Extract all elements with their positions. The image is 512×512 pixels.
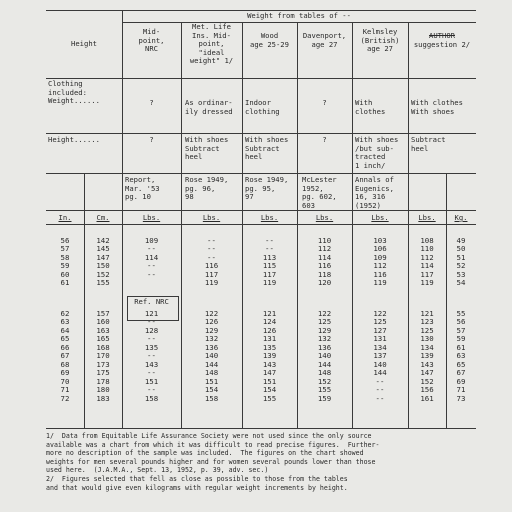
cell-metlife: 129 xyxy=(204,325,219,335)
cell-kelmsley: 109 xyxy=(373,252,387,262)
cell-davenport: 112 xyxy=(317,244,332,254)
cell-kg: 59 xyxy=(456,334,466,344)
cell-suggestion: 156 xyxy=(420,385,434,395)
cell-in: 68 xyxy=(60,359,70,369)
unit-lbs-suggestion: Lbs. xyxy=(418,213,436,222)
height-metlife: With shoes Subtract heel xyxy=(185,135,229,162)
cell-kelmsley: -- xyxy=(375,393,385,403)
title-underline xyxy=(122,22,476,23)
cell-davenport: 110 xyxy=(317,236,332,245)
height-nrc: ? xyxy=(149,135,154,144)
cell-kelmsley: 103 xyxy=(373,236,387,245)
cell-nrc: 143 xyxy=(144,359,159,369)
cell-kelmsley: 116 xyxy=(373,269,387,279)
cell-cm: 152 xyxy=(96,269,110,279)
cell-kg: 53 xyxy=(456,269,466,279)
cell-in: 64 xyxy=(60,325,70,335)
clothing-wood: Indoor clothing xyxy=(245,98,280,116)
cell-cm: 173 xyxy=(96,359,110,369)
cell-davenport: 122 xyxy=(317,309,332,318)
wood-header: Wood age 25-29 xyxy=(250,31,289,49)
cell-suggestion: 121 xyxy=(420,309,434,318)
cell-metlife: 126 xyxy=(204,317,219,327)
height-wood: With shoes Subtract heel xyxy=(245,135,289,162)
kelmsley-header: Kelmsley (British) age 27 xyxy=(360,27,400,54)
cell-suggestion: 123 xyxy=(420,317,434,327)
cell-metlife: 116 xyxy=(204,261,219,271)
cell-kg: 51 xyxy=(456,252,466,262)
cell-davenport: 152 xyxy=(317,376,332,386)
header-rule xyxy=(46,78,476,79)
cell-suggestion: 147 xyxy=(420,368,434,378)
cell-metlife: 158 xyxy=(204,393,219,403)
cell-nrc: 158 xyxy=(144,393,159,403)
cell-kelmsley: -- xyxy=(375,385,385,395)
cell-wood: 131 xyxy=(262,334,277,344)
cell-kelmsley: 127 xyxy=(373,325,387,335)
cell-kg: 61 xyxy=(456,342,466,352)
cell-nrc: -- xyxy=(147,261,156,271)
cell-kelmsley: 119 xyxy=(373,278,387,288)
cell-nrc: -- xyxy=(147,244,156,254)
cell-metlife: 136 xyxy=(204,342,219,352)
davenport-header: Davenport, age 27 xyxy=(302,31,347,49)
author-struck-header: AUTHOR xyxy=(429,31,455,40)
cell-cm: 155 xyxy=(96,278,110,288)
cell-davenport: 129 xyxy=(317,325,332,335)
unit-lbs-nrc: Lbs. xyxy=(142,213,161,222)
cell-nrc: 135 xyxy=(144,342,159,352)
height-davenport: ? xyxy=(322,135,327,144)
clothing-metlife: As ordinar- ily dressed xyxy=(185,98,233,116)
cell-wood: 124 xyxy=(262,317,277,327)
cell-wood: 143 xyxy=(262,359,277,369)
cell-wood: 117 xyxy=(262,269,277,279)
clothing-suggestion: With clothes With shoes xyxy=(411,98,463,116)
cell-metlife: -- xyxy=(207,244,216,254)
cell-wood: 139 xyxy=(262,351,277,361)
cell-suggestion: 143 xyxy=(420,359,434,369)
cell-nrc: -- xyxy=(147,385,156,395)
cell-cm: 145 xyxy=(96,244,110,254)
cell-kelmsley: 106 xyxy=(373,244,387,254)
cell-nrc: -- xyxy=(147,317,156,327)
cell-kg: 67 xyxy=(456,368,466,378)
cell-in: 72 xyxy=(60,393,70,403)
unit-lbs-davenport: Lbs. xyxy=(315,213,334,222)
cell-wood: 151 xyxy=(262,376,277,386)
cell-in: 58 xyxy=(60,252,70,262)
cell-metlife: 148 xyxy=(204,368,219,378)
cell-kelmsley: 137 xyxy=(373,351,387,361)
cell-in: 71 xyxy=(60,385,70,395)
cell-wood: 147 xyxy=(262,368,277,378)
cell-in: 67 xyxy=(60,351,70,361)
cell-wood: 154 xyxy=(262,385,277,395)
source-kelmsley: Annals of Eugenics, 16, 316 (1952) xyxy=(355,175,394,210)
cell-cm: 170 xyxy=(96,351,110,361)
cell-kelmsley: -- xyxy=(375,376,385,386)
cell-in: 69 xyxy=(60,368,70,378)
cell-suggestion: 119 xyxy=(420,278,434,288)
footnote-line: used here. (J.A.M.A., Sept. 13, 1952, p. 39, adv. sec.) xyxy=(46,466,269,475)
cell-cm: 180 xyxy=(96,385,110,395)
cell-cm: 175 xyxy=(96,368,110,378)
cell-cm: 163 xyxy=(96,325,110,335)
height-rule xyxy=(46,173,476,174)
cell-davenport: 159 xyxy=(317,393,332,403)
table-title: Weight from tables of -- xyxy=(247,11,351,20)
cell-kelmsley: 140 xyxy=(373,359,387,369)
footnote-line: weights for men several pounds higher and for women several pounds lower than those xyxy=(46,457,376,466)
cell-nrc: 121 xyxy=(144,309,159,318)
clothing-nrc: ? xyxy=(149,98,154,107)
cell-davenport: 144 xyxy=(317,359,332,369)
units-rule xyxy=(46,224,476,225)
clothing-kelmsley: With clothes xyxy=(355,98,386,116)
cell-davenport: 136 xyxy=(317,342,332,352)
cell-kelmsley: 122 xyxy=(373,309,387,318)
cell-kelmsley: 131 xyxy=(373,334,387,344)
unit-kg: Kg. xyxy=(454,213,468,222)
footnote-line: and that would give even kilograms with regular weight increments by height. xyxy=(46,483,348,492)
cell-metlife: 151 xyxy=(204,376,219,386)
cell-in: 70 xyxy=(60,376,70,386)
height-label: Height...... xyxy=(48,135,100,144)
cell-suggestion: 130 xyxy=(420,334,434,344)
footnote-line: 1/ Data from Equitable Life Assurance Society were not used since the only source xyxy=(46,432,372,440)
cell-in: 65 xyxy=(60,334,70,344)
cell-cm: 160 xyxy=(96,317,110,327)
clothing-label: Clothing included: Weight...... xyxy=(48,79,100,106)
cell-metlife: -- xyxy=(207,236,216,245)
cell-nrc: 128 xyxy=(144,325,159,335)
source-metlife: Rose 1949, pg. 96, 98 xyxy=(185,175,229,202)
source-nrc: Report, Mar. '53 pg. 10 xyxy=(125,175,160,202)
ref-nrc-label: Ref. NRC xyxy=(134,297,169,306)
source-wood: Rose 1949, pg. 95, 97 xyxy=(245,175,289,202)
cell-wood: 155 xyxy=(262,393,277,403)
cell-in: 63 xyxy=(60,317,70,327)
cell-in: 60 xyxy=(60,269,70,279)
cell-kg: 71 xyxy=(456,385,466,395)
cell-in: 61 xyxy=(60,278,70,288)
cell-davenport: 118 xyxy=(317,269,332,279)
cell-kg: 52 xyxy=(456,261,466,271)
cell-davenport: 125 xyxy=(317,317,332,327)
cell-suggestion: 152 xyxy=(420,376,434,386)
cell-davenport: 132 xyxy=(317,334,332,344)
cell-kg: 73 xyxy=(456,393,466,403)
clothing-rule xyxy=(46,133,476,134)
cell-in: 56 xyxy=(60,236,70,245)
cell-kg: 54 xyxy=(456,278,466,288)
cell-kg: 63 xyxy=(456,351,466,361)
cell-wood: 135 xyxy=(262,342,277,352)
cell-wood: 119 xyxy=(262,278,277,288)
cell-nrc: 109 xyxy=(144,236,159,245)
bottom-rule xyxy=(46,428,476,429)
cell-suggestion: 112 xyxy=(420,252,434,262)
cell-wood: 115 xyxy=(262,261,277,271)
cell-cm: 150 xyxy=(96,261,110,271)
cell-cm: 168 xyxy=(96,342,110,352)
cell-wood: 113 xyxy=(262,252,277,262)
cell-metlife: 154 xyxy=(204,385,219,395)
cell-kg: 56 xyxy=(456,317,466,327)
cell-metlife: 119 xyxy=(204,278,219,288)
unit-lbs-wood: Lbs. xyxy=(260,213,279,222)
height-kelmsley: With shoes /but sub- tracted 1 inch/ xyxy=(355,135,399,170)
cell-nrc: 114 xyxy=(144,252,159,262)
cell-kg: 65 xyxy=(456,359,466,369)
cell-kelmsley: 144 xyxy=(373,368,387,378)
source-davenport: McLester 1952, pg. 602, 603 xyxy=(302,175,337,210)
midpoint-nrc-header: Mid- point, NRC xyxy=(138,27,165,54)
cell-nrc: -- xyxy=(147,351,156,361)
cell-kelmsley: 134 xyxy=(373,342,387,352)
cell-davenport: 155 xyxy=(317,385,332,395)
footnote-line: 2/ Figures selected that fell as close as possible to those from the tables xyxy=(46,475,348,483)
cell-suggestion: 114 xyxy=(420,261,434,271)
cell-cm: 178 xyxy=(96,376,110,386)
cell-cm: 183 xyxy=(96,393,110,403)
cell-metlife: 140 xyxy=(204,351,219,361)
cell-in: 57 xyxy=(60,244,70,254)
cell-kg: 57 xyxy=(456,325,466,335)
cell-suggestion: 125 xyxy=(420,325,434,335)
cell-suggestion: 161 xyxy=(420,393,434,403)
cell-metlife: 117 xyxy=(204,269,219,279)
cell-metlife: 122 xyxy=(204,309,219,318)
metlife-header: Met. Life Ins. Mid- point, "ideal weight" 1/ xyxy=(189,22,234,66)
cell-in: 62 xyxy=(60,309,70,318)
source-rule xyxy=(46,210,476,211)
cell-metlife: 144 xyxy=(204,359,219,369)
cell-wood: 121 xyxy=(262,309,277,318)
weight-table-document xyxy=(46,10,476,500)
cell-kelmsley: 112 xyxy=(373,261,387,271)
unit-lbs-kelmsley: Lbs. xyxy=(371,213,389,222)
cell-davenport: 120 xyxy=(317,278,332,288)
cell-kg: 55 xyxy=(456,309,466,318)
cell-metlife: 132 xyxy=(204,334,219,344)
cell-kg: 69 xyxy=(456,376,466,386)
cell-wood: 126 xyxy=(262,325,277,335)
cell-suggestion: 108 xyxy=(420,236,434,245)
cell-nrc: 151 xyxy=(144,376,159,386)
cell-suggestion: 139 xyxy=(420,351,434,361)
cell-in: 59 xyxy=(60,261,70,271)
cell-kelmsley: 125 xyxy=(373,317,387,327)
cell-nrc: -- xyxy=(147,269,156,279)
footnote-line: available was a chart from which it was difficult to read precise figures. Further- xyxy=(46,440,380,449)
unit-lbs-metlife: Lbs. xyxy=(202,213,221,222)
height-suggestion: Subtract heel xyxy=(411,135,446,153)
clothing-davenport: ? xyxy=(322,98,327,107)
cell-nrc: -- xyxy=(147,334,156,344)
cell-kg: 49 xyxy=(456,236,466,245)
cell-kg: 50 xyxy=(456,244,466,254)
footnote-line: more no description of the sample was included. The figures on the chart showed xyxy=(46,449,364,458)
cell-cm: 165 xyxy=(96,334,110,344)
suggestion-header: suggestion 2/ xyxy=(413,40,471,49)
cell-cm: 142 xyxy=(96,236,110,245)
cell-cm: 147 xyxy=(96,252,110,262)
cell-davenport: 116 xyxy=(317,261,332,271)
cell-wood: -- xyxy=(265,236,274,245)
cell-davenport: 140 xyxy=(317,351,332,361)
cell-nrc: -- xyxy=(147,368,156,378)
cell-cm: 157 xyxy=(96,309,110,318)
height-header: Height xyxy=(71,39,97,48)
cell-suggestion: 110 xyxy=(420,244,434,254)
cell-davenport: 114 xyxy=(317,252,332,262)
cell-suggestion: 134 xyxy=(420,342,434,352)
cell-metlife: -- xyxy=(207,252,216,262)
unit-cm: Cm. xyxy=(96,213,110,222)
unit-in: In. xyxy=(58,213,72,222)
cell-davenport: 148 xyxy=(317,368,332,378)
cell-in: 66 xyxy=(60,342,70,352)
cell-suggestion: 117 xyxy=(420,269,434,279)
cell-wood: -- xyxy=(265,244,274,254)
